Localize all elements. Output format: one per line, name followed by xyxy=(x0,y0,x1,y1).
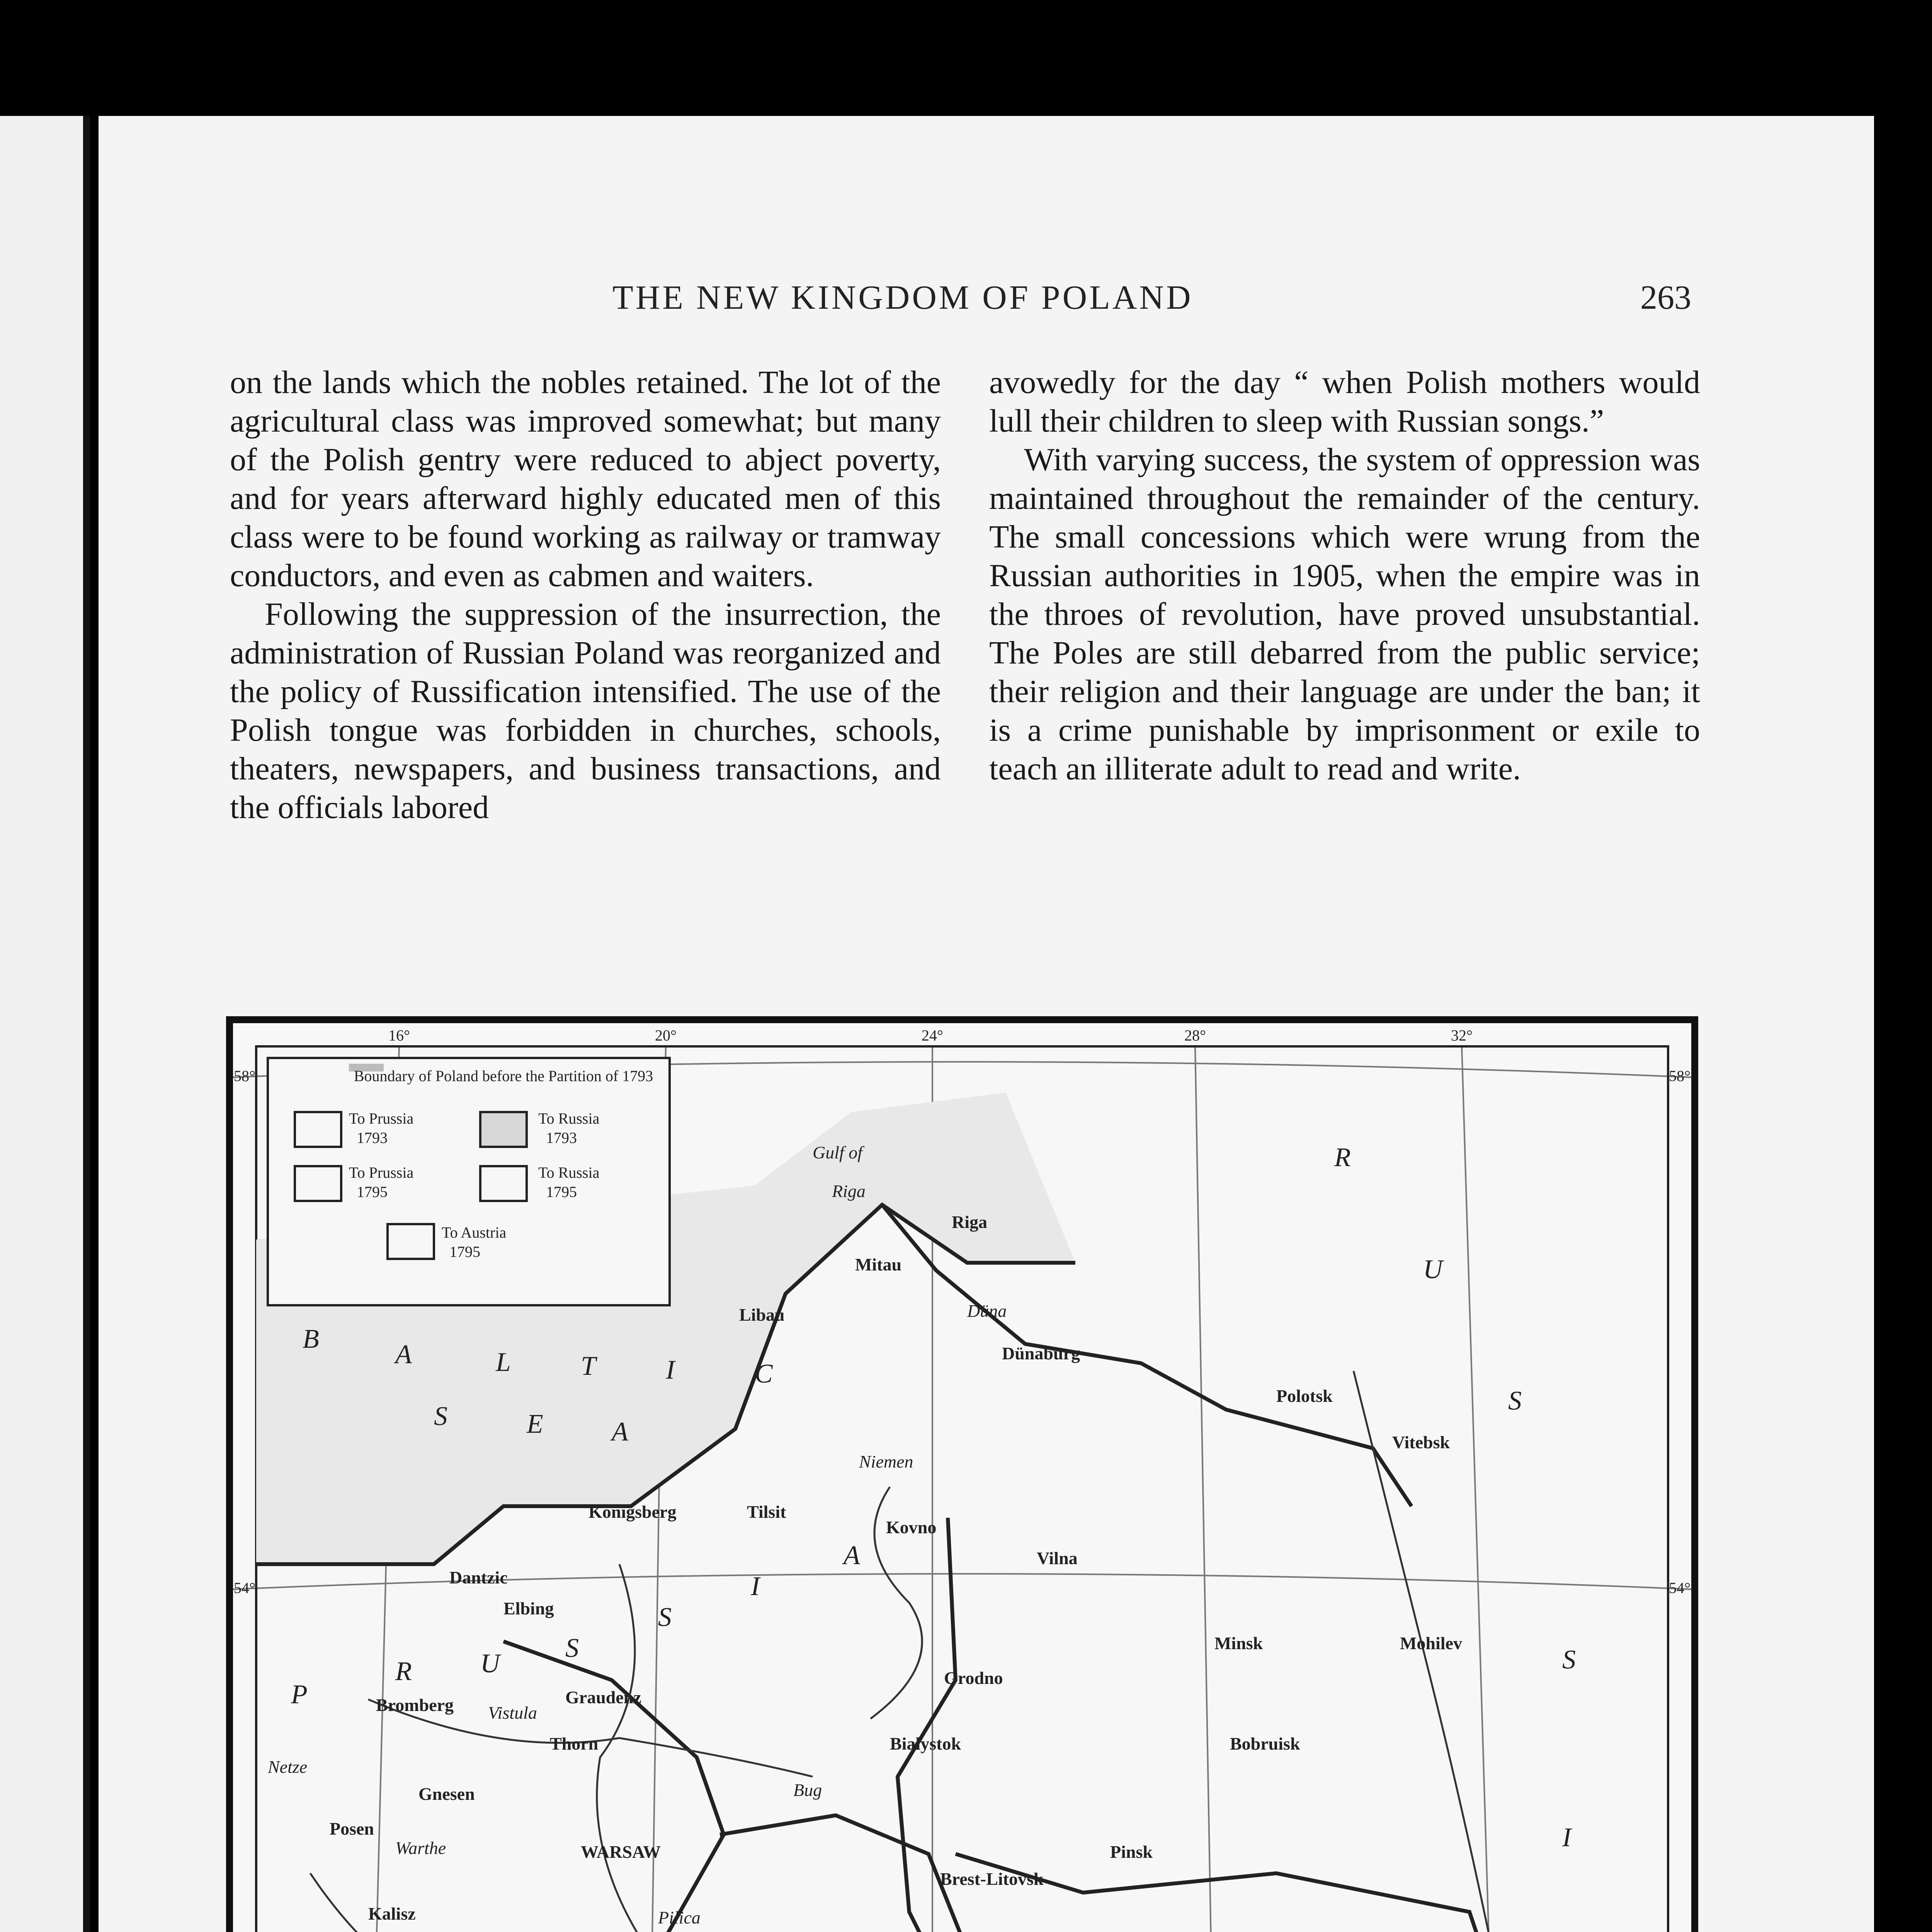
region-letter: I xyxy=(1562,1823,1571,1852)
city-label: Polotsk xyxy=(1276,1386,1333,1406)
region-letter: C xyxy=(755,1359,773,1389)
city-label: Tilsit xyxy=(747,1502,786,1522)
city-label: Pinsk xyxy=(1110,1842,1153,1862)
water-label: Bug xyxy=(793,1780,822,1800)
city-label: Minsk xyxy=(1214,1633,1263,1653)
water-label: Netze xyxy=(268,1757,308,1777)
running-title: THE NEW KINGDOM OF POLAND xyxy=(612,279,1193,316)
map-drawing xyxy=(233,1023,1691,1932)
longitude-label: 28° xyxy=(1184,1027,1206,1044)
city-label: Libau xyxy=(739,1305,785,1325)
paragraph: avowedly for the day “ when Polish mothers would lull their children to sleep with Russian songs.” xyxy=(989,364,1700,439)
latitude-label: 58° xyxy=(1669,1067,1690,1085)
legend-item-year: 1793 xyxy=(546,1129,577,1146)
scan-top-edge xyxy=(0,0,1932,116)
region-letter: U xyxy=(1423,1255,1443,1284)
legend-item-label: To Prussia xyxy=(349,1164,414,1181)
region-letter: I xyxy=(666,1355,675,1385)
previous-page-edge xyxy=(0,116,90,1932)
city-label: Dantzic xyxy=(449,1568,508,1587)
legend-item-year: 1795 xyxy=(449,1243,480,1260)
region-letter: S xyxy=(434,1401,447,1431)
city-label: Elbing xyxy=(503,1599,554,1618)
region-letter: R xyxy=(395,1656,412,1686)
region-letter: E xyxy=(527,1409,543,1439)
city-label: WARSAW xyxy=(581,1842,661,1862)
city-label: Thorn xyxy=(550,1734,599,1753)
latitude-label: 54° xyxy=(1669,1579,1690,1597)
city-label: Vitebsk xyxy=(1392,1432,1450,1452)
city-label: Gnesen xyxy=(418,1784,475,1804)
page-number: 263 xyxy=(1640,279,1691,316)
legend-title: Boundary of Poland before the Partition of 1793 xyxy=(354,1067,653,1085)
water-label: Gulf of xyxy=(813,1143,863,1162)
region-letter: S xyxy=(1508,1386,1522,1416)
city-label: Dünaburg xyxy=(1002,1344,1080,1363)
water-label: Düna xyxy=(967,1301,1007,1321)
city-label: Vilna xyxy=(1037,1548,1078,1568)
region-letter: B xyxy=(303,1324,319,1354)
legend-item-year: 1793 xyxy=(357,1129,388,1146)
legend-item-year: 1795 xyxy=(357,1183,388,1201)
page-header xyxy=(99,278,1874,332)
text-column-right xyxy=(989,363,1700,788)
longitude-label: 16° xyxy=(388,1027,410,1044)
legend-item-label: To Russia xyxy=(538,1110,600,1127)
legend-item-label: To Russia xyxy=(538,1164,600,1181)
latitude-label: 54° xyxy=(234,1579,255,1597)
water-label: Niemen xyxy=(859,1452,913,1471)
water-label: Warthe xyxy=(395,1838,446,1858)
paragraph: With varying success, the system of oppression was maintained throughout the remainder of the century. The small concessions which were wrung from the Russian authorities in 1905, when the empire was in the throes of revolution, have proved unsubstantial. The Poles are still debarred from the public service; their religion and their language are under the ban; it is a crime punishable by imprisonment or exile to teach an illiterate adult to read and write. xyxy=(989,442,1700,787)
region-letter: R xyxy=(1334,1143,1351,1172)
water-label: Pilica xyxy=(658,1908,701,1927)
city-label: Graudenz xyxy=(565,1687,641,1707)
city-label: Grodno xyxy=(944,1668,1003,1688)
region-letter: P xyxy=(291,1680,308,1709)
region-letter: A xyxy=(844,1541,860,1570)
longitude-label: 32° xyxy=(1451,1027,1473,1044)
city-label: Posen xyxy=(330,1819,374,1838)
city-label: Bromberg xyxy=(376,1695,454,1715)
water-label: Riga xyxy=(832,1181,866,1201)
city-label: Kovno xyxy=(886,1517,937,1537)
paragraph: Following the suppression of the insurrection, the administration of Russian Poland was reorganized and the policy of Russification intensified. The use of the Polish tongue was forbidden in churches, schools, theaters, newspapers, and business transactions, and the officials labored xyxy=(230,596,941,825)
legend-item-year: 1795 xyxy=(546,1183,577,1201)
city-label: Kalisz xyxy=(368,1904,416,1923)
partition-map xyxy=(226,1016,1698,1932)
region-letter: I xyxy=(751,1571,760,1601)
legend-item-label: To Austria xyxy=(442,1224,507,1241)
paragraph: on the lands which the nobles retained. The lot of the agricultural class was improved somewhat; but many of the Polish gentry were reduced to abject poverty, and for years afterward highly educated men of this class were to be found working as railway or tramway conductors, and even as cabmen and waiters. xyxy=(230,364,941,594)
book-page xyxy=(99,116,1874,1932)
region-letter: A xyxy=(395,1340,412,1369)
region-letter: S xyxy=(658,1602,672,1632)
city-label: Bialystok xyxy=(890,1734,961,1753)
region-letter: A xyxy=(612,1417,628,1447)
water-label: Vistula xyxy=(488,1703,537,1723)
latitude-label: 58° xyxy=(234,1067,255,1085)
text-column-left xyxy=(230,363,941,827)
city-label: Mohilev xyxy=(1400,1633,1462,1653)
legend-item-label: To Prussia xyxy=(349,1110,414,1127)
city-label: Riga xyxy=(952,1212,987,1232)
longitude-label: 24° xyxy=(922,1027,943,1044)
longitude-label: 20° xyxy=(655,1027,677,1044)
city-label: Bobruisk xyxy=(1230,1734,1300,1753)
city-label: Königsberg xyxy=(588,1502,677,1522)
region-letter: L xyxy=(496,1347,511,1377)
city-label: Brest-Litovsk xyxy=(940,1869,1044,1889)
region-letter: S xyxy=(565,1633,579,1663)
region-letter: T xyxy=(581,1351,596,1381)
region-letter: S xyxy=(1562,1645,1576,1675)
map-legend xyxy=(268,1058,670,1305)
region-letter: U xyxy=(480,1649,500,1679)
city-label: Mitau xyxy=(855,1255,902,1274)
